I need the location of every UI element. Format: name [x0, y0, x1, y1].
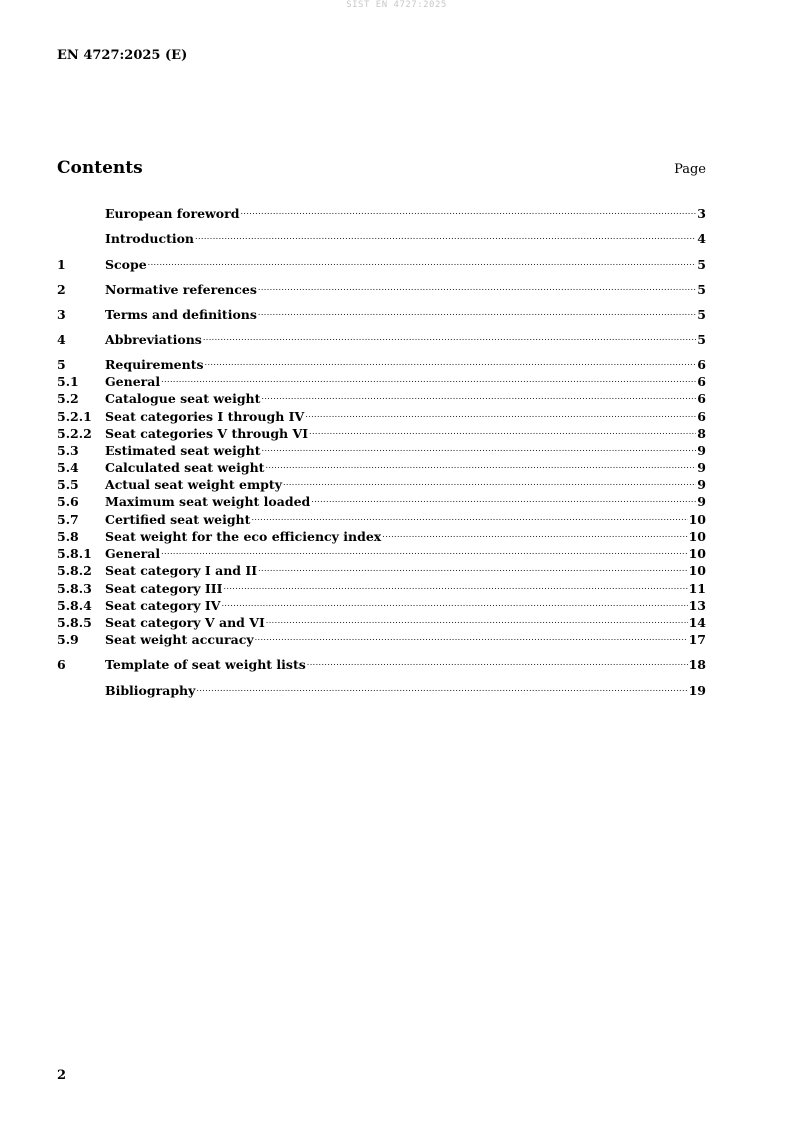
toc-entry-page: 4: [697, 231, 706, 246]
toc-entry-title: Seat weight accuracy: [105, 632, 254, 647]
toc-leader-dots: [283, 472, 696, 489]
toc-entry-terms-and-definitions[interactable]: [57, 302, 706, 322]
toc-entry-title: Requirements: [105, 357, 204, 372]
toc-entry-template-seat-weight-lists[interactable]: [57, 652, 706, 672]
toc-entry-number: 5.4: [57, 460, 79, 475]
toc-entry-number: 5.6: [57, 494, 79, 509]
toc-entry-page: 9: [697, 460, 706, 475]
toc-entry-number: 5.7: [57, 512, 79, 527]
toc-entry-number: 4: [57, 332, 66, 347]
toc-entry-page: 10: [688, 563, 706, 578]
toc-entry-european-foreword[interactable]: [57, 201, 706, 221]
toc-entry-certified-seat-weight[interactable]: [57, 507, 706, 527]
toc-entry-page: 6: [697, 409, 706, 424]
toc-entry-normative-references[interactable]: [57, 277, 706, 297]
toc-entry-title: Actual seat weight empty: [105, 477, 282, 492]
toc-entry-calculated-seat-weight[interactable]: [57, 455, 706, 475]
toc-entry-requirements[interactable]: [57, 352, 706, 372]
toc-entry-title: Seat category IV: [105, 598, 221, 613]
toc-entry-seat-category-i-ii[interactable]: [57, 558, 706, 578]
toc-entry-number: 5.1: [57, 374, 79, 389]
toc-entry-page: 10: [688, 529, 706, 544]
toc-entry-number: 5.2.2: [57, 426, 92, 441]
toc-leader-dots: [307, 652, 688, 669]
toc-leader-dots: [195, 226, 696, 243]
toc-entry-page: 11: [688, 581, 706, 596]
watermark: SIST EN 4727:2025: [346, 0, 447, 10]
toc-entry-seat-categories-i-iv[interactable]: [57, 404, 706, 424]
toc-entry-title: Seat category V and VI: [105, 615, 265, 630]
toc-entry-page: 6: [697, 374, 706, 389]
toc-entry-title: Seat category III: [105, 581, 223, 596]
toc-entry-title: Bibliography: [105, 683, 196, 698]
toc-entry-page: 18: [688, 657, 706, 672]
toc-leader-dots: [161, 541, 687, 558]
toc-entry-page: 5: [697, 307, 706, 322]
toc-entry-page: 5: [697, 332, 706, 347]
toc-entry-title: Seat categories V through VI: [105, 426, 309, 441]
toc-entry-page: 5: [697, 257, 706, 272]
toc-entry-title: Estimated seat weight: [105, 443, 261, 458]
toc-entry-title: Seat category I and II: [105, 563, 258, 578]
toc-leader-dots: [251, 507, 687, 524]
toc-leader-dots: [240, 201, 696, 218]
toc-leader-dots: [261, 386, 696, 403]
toc-leader-dots: [196, 678, 687, 695]
page-number: 2: [57, 1068, 67, 1083]
toc-entry-page: 6: [697, 391, 706, 406]
toc-leader-dots: [258, 558, 688, 575]
toc-entry-seat-category-iii[interactable]: [57, 576, 706, 596]
toc-entry-introduction[interactable]: [57, 226, 706, 246]
toc-entry-number: 3: [57, 307, 66, 322]
contents-heading: Contents: [57, 158, 143, 178]
toc-entry-seat-categories-v-vi[interactable]: [57, 421, 706, 441]
toc-leader-dots: [223, 576, 687, 593]
toc-entry-bibliography[interactable]: [57, 678, 706, 698]
toc-leader-dots: [266, 610, 688, 627]
toc-entry-estimated-seat-weight[interactable]: [57, 438, 706, 458]
toc-entry-page: 10: [688, 546, 706, 561]
toc-entry-title: Catalogue seat weight: [105, 391, 261, 406]
toc-entry-page: 17: [688, 632, 706, 647]
toc-entry-title: Abbreviations: [105, 332, 202, 347]
toc-leader-dots: [305, 404, 696, 421]
toc-entry-page: 14: [688, 615, 706, 630]
toc-leader-dots: [148, 252, 697, 269]
toc-entry-title: Scope: [105, 257, 147, 272]
toc-entry-number: 5.8.4: [57, 598, 92, 613]
toc-leader-dots: [265, 455, 696, 472]
toc-entry-page: 6: [697, 357, 706, 372]
toc-entry-seat-category-v-vi[interactable]: [57, 610, 706, 630]
toc-leader-dots: [382, 524, 687, 541]
toc-entry-title: Terms and definitions: [105, 307, 257, 322]
toc-entry-actual-seat-weight-empty[interactable]: [57, 472, 706, 492]
toc-entry-number: 5.8.3: [57, 581, 92, 596]
toc-entry-number: 5.2.1: [57, 409, 92, 424]
toc-entry-title: Seat categories I through IV: [105, 409, 305, 424]
toc-entry-maximum-seat-weight-loaded[interactable]: [57, 489, 706, 509]
toc-leader-dots: [258, 302, 696, 319]
toc-entry-catalogue-seat-weight[interactable]: [57, 386, 706, 406]
toc-leader-dots: [221, 593, 687, 610]
toc-entry-title: Calculated seat weight: [105, 460, 265, 475]
toc-leader-dots: [255, 627, 688, 644]
toc-leader-dots: [309, 421, 696, 438]
toc-entry-number: 6: [57, 657, 66, 672]
toc-entry-page: 9: [697, 477, 706, 492]
toc-entry-number: 5.2: [57, 391, 79, 406]
toc-entry-number: 1: [57, 257, 66, 272]
toc-entry-page: 19: [688, 683, 706, 698]
toc-entry-5-1-general[interactable]: [57, 369, 706, 389]
toc-leader-dots: [258, 277, 696, 294]
toc-entry-title: Maximum seat weight loaded: [105, 494, 311, 509]
toc-entry-page: 10: [688, 512, 706, 527]
toc-entry-page: 9: [697, 494, 706, 509]
toc-leader-dots: [262, 438, 697, 455]
toc-entry-title: Seat weight for the eco efficiency index: [105, 529, 382, 544]
toc-entry-number: 5.8: [57, 529, 79, 544]
toc-leader-dots: [161, 369, 696, 386]
toc-entry-title: Normative references: [105, 282, 257, 297]
toc-entry-title: General: [105, 546, 161, 561]
toc-entry-page: 8: [697, 426, 706, 441]
toc-entry-number: 5.8.1: [57, 546, 92, 561]
toc-entry-title: Template of seat weight lists: [105, 657, 306, 672]
toc-entry-number: 5.8.5: [57, 615, 92, 630]
toc-leader-dots: [203, 327, 696, 344]
toc-entry-number: 5.9: [57, 632, 79, 647]
toc-entry-page: 5: [697, 282, 706, 297]
toc-entry-title: European foreword: [105, 206, 240, 221]
toc-entry-title: Introduction: [105, 231, 195, 246]
toc-entry-seat-category-iv[interactable]: [57, 593, 706, 613]
toc-entry-title: Certified seat weight: [105, 512, 251, 527]
toc-entry-page: 13: [688, 598, 706, 613]
toc-entry-5-8-1-general[interactable]: [57, 541, 706, 561]
toc-entry-scope[interactable]: [57, 252, 706, 272]
toc-entry-seat-weight-accuracy[interactable]: [57, 627, 706, 647]
toc-entry-page: 3: [697, 206, 706, 221]
toc-entry-page: 9: [697, 443, 706, 458]
toc-entry-abbreviations[interactable]: [57, 327, 706, 347]
toc-entry-number: 5: [57, 357, 66, 372]
toc-entry-number: 5.8.2: [57, 563, 92, 578]
toc-entry-eco-efficiency-index[interactable]: [57, 524, 706, 544]
toc-entry-number: 5.5: [57, 477, 79, 492]
toc-entry-number: 2: [57, 282, 66, 297]
toc-entry-title: General: [105, 374, 161, 389]
toc-entry-number: 5.3: [57, 443, 79, 458]
toc-leader-dots: [311, 489, 696, 506]
page-column-label: Page: [674, 162, 706, 177]
document-identifier: EN 4727:2025 (E): [57, 48, 188, 63]
toc-leader-dots: [205, 352, 697, 369]
